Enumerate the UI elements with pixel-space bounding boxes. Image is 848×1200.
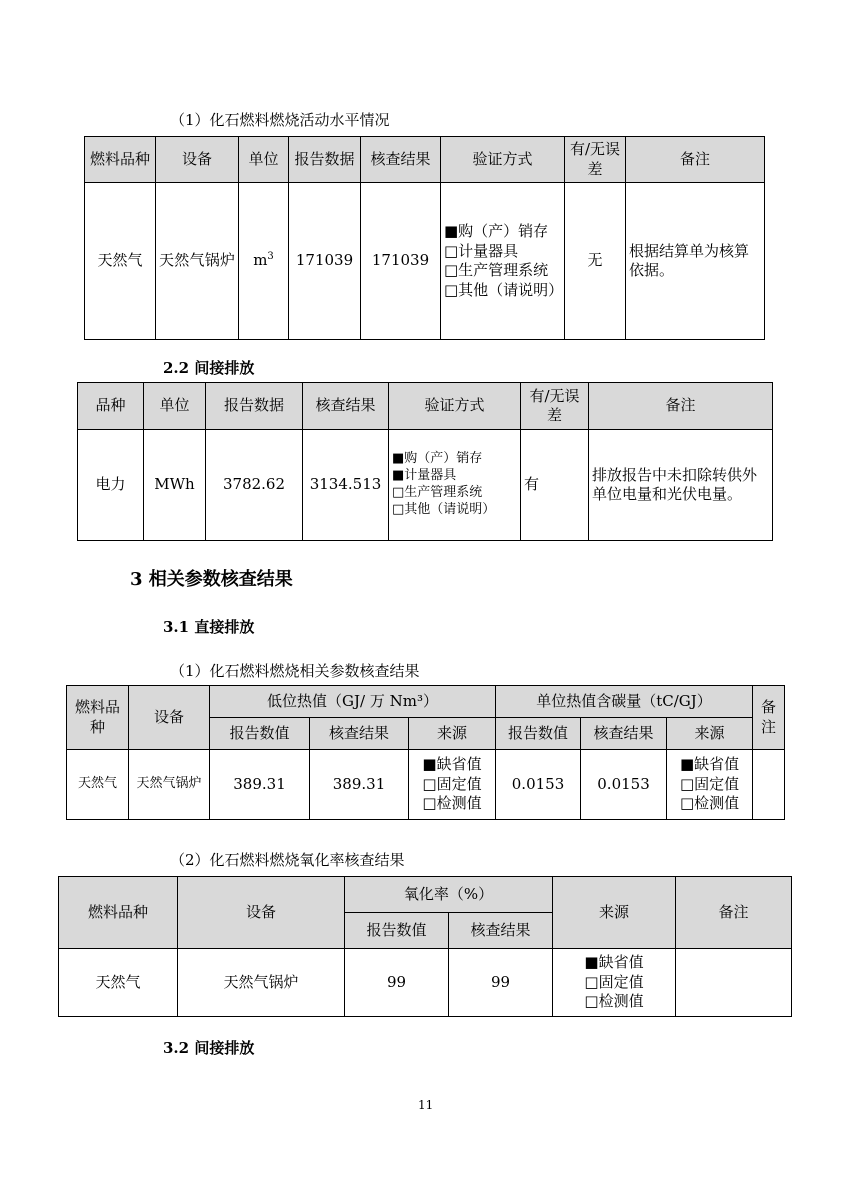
header-cell: 设备 [156,137,239,183]
table-row [59,949,792,1017]
header-cell: 核查结果 [310,718,409,750]
header-cell: 单位 [144,383,206,430]
source-option: ■缺省值 [679,755,740,774]
header-cell: 燃料品种 [59,877,178,949]
remark-cell: 根据结算单为核算依据。 [626,183,765,340]
fuel-cell: 天然气 [67,750,129,820]
header-cell: 验证方式 [389,383,521,430]
method-cell [441,183,565,340]
error-cell: 无 [565,183,626,340]
source-option: ■缺省值 [422,755,482,774]
table-header-row [59,877,792,913]
table-row [85,183,765,340]
header-cell: 有/无误差 [565,137,626,183]
header-group-cell: 氧化率（%） [345,877,553,913]
cc-verified-cell: 0.0153 [581,750,667,820]
verified-cell: 3134.513 [303,430,389,541]
method-option: ■计量器具 [392,468,457,484]
method-option: ■购（产）销存 [444,222,549,240]
method-option: □其他（请说明） [392,501,496,517]
header-cell: 报告数值 [210,718,310,750]
source-option: □检测值 [584,992,644,1011]
verified-cell: 99 [449,949,553,1017]
table-row [67,750,785,820]
ncv-reported-cell: 389.31 [210,750,310,820]
header-cell: 备注 [589,383,773,430]
header-cell: 报告数值 [496,718,581,750]
header-cell: 核查结果 [303,383,389,430]
ncv-source-cell [409,750,496,820]
header-cell: 核查结果 [449,913,553,949]
header-cell: 燃料品种 [85,137,156,183]
type-cell: 电力 [78,430,144,541]
device-cell: 天然气锅炉 [156,183,239,340]
table1-caption: （1）化石燃料燃烧活动水平情况 [170,111,390,129]
table3-caption: （1）化石燃料燃烧相关参数核查结果 [170,662,420,680]
header-cell: 燃料品种 [67,686,129,750]
header-cell: 报告数据 [289,137,361,183]
source-cell [553,949,676,1017]
table-header-row [67,686,785,718]
unit-base: m [253,251,268,270]
method-cell [389,430,521,541]
header-cell: 来源 [667,718,753,750]
reported-cell: 3782.62 [206,430,303,541]
section-heading: 2.2 间接排放 [163,359,255,377]
header-cell: 验证方式 [441,137,565,183]
header-cell: 核查结果 [361,137,441,183]
section-heading: 3 相关参数核查结果 [130,569,293,590]
method-option: □计量器具 [444,241,519,260]
page-number: 11 [418,1098,434,1112]
table-header-row [85,137,765,183]
header-cell: 报告数值 [345,913,449,949]
source-option: □固定值 [584,972,644,991]
header-cell: 来源 [553,877,676,949]
source-option: □检测值 [422,794,482,813]
unit-cell [239,183,289,340]
unit-superscript: 3 [267,251,274,263]
device-cell: 天然气锅炉 [178,949,345,1017]
error-cell: 有 [521,430,589,541]
header-cell: 品种 [78,383,144,430]
remark-cell [676,949,792,1017]
header-cell: 来源 [409,718,496,750]
source-option: □固定值 [679,774,740,793]
method-option: ■购（产）销存 [392,451,483,467]
method-option: □生产管理系统 [392,485,483,500]
reported-cell: 99 [345,949,449,1017]
source-option: □固定值 [422,774,482,793]
method-option: □其他（请说明） [444,280,564,299]
remark-cell: 排放报告中未扣除转供外单位电量和光伏电量。 [589,430,773,541]
verified-cell: 171039 [361,183,441,340]
parameter-table [66,685,785,820]
fuel-cell: 天然气 [85,183,156,340]
fuel-activity-table [84,136,765,340]
header-cell: 单位 [239,137,289,183]
header-group-cell: 单位热值含碳量（tC/GJ） [496,686,753,718]
header-cell: 备注 [626,137,765,183]
fuel-cell: 天然气 [59,949,178,1017]
header-cell: 核查结果 [581,718,667,750]
remark-cell [753,750,785,820]
unit-cell: MWh [144,430,206,541]
header-group-cell: 低位热值（GJ/ 万 Nm³） [210,686,496,718]
ncv-verified-cell: 389.31 [310,750,409,820]
cc-source-cell [667,750,753,820]
oxidation-table [58,876,792,1017]
method-option: □生产管理系统 [444,261,549,279]
reported-cell: 171039 [289,183,361,340]
table4-caption: （2）化石燃料燃烧氧化率核查结果 [170,851,405,869]
header-cell: 设备 [129,686,210,750]
header-cell: 有/无误差 [521,383,589,430]
electricity-table [77,382,773,541]
section-heading: 3.2 间接排放 [163,1039,255,1057]
header-cell: 设备 [178,877,345,949]
source-option: ■缺省值 [584,953,644,972]
table-row [78,430,773,541]
cc-reported-cell: 0.0153 [496,750,581,820]
table-header-row [78,383,773,430]
device-cell: 天然气锅炉 [129,750,210,820]
header-cell: 备注 [676,877,792,949]
header-cell: 报告数据 [206,383,303,430]
source-option: □检测值 [679,794,740,813]
subsection-heading: 3.1 直接排放 [163,618,255,636]
header-cell: 备注 [753,686,785,750]
